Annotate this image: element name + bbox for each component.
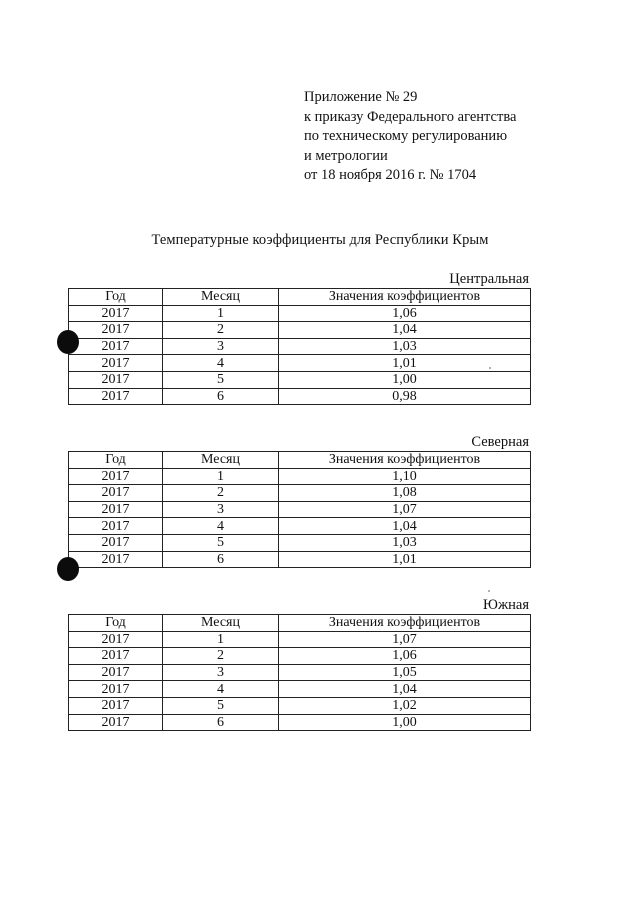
coefficients-table — [68, 288, 531, 405]
cell-year: 2017 — [69, 714, 163, 731]
coefficients-table — [68, 451, 531, 568]
cell-year: 2017 — [69, 697, 163, 714]
cell-value: 1,00 — [279, 714, 531, 731]
coefficients-table — [68, 614, 531, 731]
cell-year: 2017 — [69, 468, 163, 485]
appendix-order-line: к приказу Федерального агентства — [304, 108, 517, 125]
table-row — [69, 697, 531, 714]
header-month: Месяц — [163, 615, 279, 632]
cell-month: 1 — [163, 468, 279, 485]
table-header-row — [69, 615, 531, 632]
cell-value: 1,01 — [279, 551, 531, 568]
cell-year: 2017 — [69, 388, 163, 405]
punch-hole-mark — [57, 330, 79, 354]
header-value: Значения коэффициентов — [279, 452, 531, 469]
table-row — [69, 664, 531, 681]
table-row — [69, 681, 531, 698]
cell-year: 2017 — [69, 485, 163, 502]
table-row — [69, 631, 531, 648]
cell-month: 4 — [163, 355, 279, 372]
cell-value: 1,04 — [279, 322, 531, 339]
table-row — [69, 355, 531, 372]
region-north — [68, 434, 530, 568]
region-label: Центральная — [449, 271, 529, 287]
cell-value: 1,02 — [279, 697, 531, 714]
document-title: Температурные коэффициенты для Республики Крым — [151, 232, 489, 248]
appendix-block — [304, 88, 516, 186]
cell-year: 2017 — [69, 501, 163, 518]
cell-year: 2017 — [69, 371, 163, 388]
cell-month: 2 — [163, 485, 279, 502]
table-row — [69, 485, 531, 502]
table-header-row — [69, 289, 531, 306]
header-value: Значения коэффициентов — [279, 289, 531, 306]
cell-value: 1,03 — [279, 534, 531, 551]
table-row — [69, 534, 531, 551]
cell-year: 2017 — [69, 631, 163, 648]
cell-year: 2017 — [69, 322, 163, 339]
table-row — [69, 322, 531, 339]
region-label: Северная — [471, 434, 529, 450]
appendix-metrology-line: и метрологии — [304, 147, 388, 164]
cell-value: 1,07 — [279, 501, 531, 518]
appendix-date-line: от 18 ноября 2016 г. № 1704 — [304, 167, 477, 183]
header-month: Месяц — [163, 452, 279, 469]
table-row — [69, 305, 531, 322]
cell-value: 1,07 — [279, 631, 531, 648]
table-row — [69, 714, 531, 731]
cell-month: 2 — [163, 322, 279, 339]
cell-month: 4 — [163, 518, 279, 535]
cell-month: 3 — [163, 338, 279, 355]
cell-value: 1,05 — [279, 664, 531, 681]
region-south — [68, 597, 530, 731]
cell-month: 5 — [163, 534, 279, 551]
table-row — [69, 501, 531, 518]
table-row — [69, 468, 531, 485]
cell-value: 1,06 — [279, 305, 531, 322]
cell-value: 1,04 — [279, 518, 531, 535]
cell-value: 1,03 — [279, 338, 531, 355]
cell-year: 2017 — [69, 518, 163, 535]
cell-value: 1,08 — [279, 485, 531, 502]
cell-year: 2017 — [69, 338, 163, 355]
punch-hole-mark — [57, 557, 79, 581]
cell-month: 5 — [163, 371, 279, 388]
table-row — [69, 551, 531, 568]
cell-value: 0,98 — [279, 388, 531, 405]
cell-year: 2017 — [69, 664, 163, 681]
table-row — [69, 371, 531, 388]
header-value: Значения коэффициентов — [279, 615, 531, 632]
cell-value: 1,06 — [279, 648, 531, 665]
cell-value: 1,00 — [279, 371, 531, 388]
cell-year: 2017 — [69, 534, 163, 551]
appendix-agency-line: по техническому регулированию — [304, 128, 508, 144]
cell-year: 2017 — [69, 648, 163, 665]
header-year: Год — [69, 615, 163, 632]
cell-year: 2017 — [69, 681, 163, 698]
region-label: Южная — [483, 597, 529, 613]
cell-value: 1,01 — [279, 355, 531, 372]
cell-year: 2017 — [69, 551, 163, 568]
table-row — [69, 518, 531, 535]
region-central — [68, 271, 530, 405]
appendix-number: Приложение № 29 — [304, 89, 418, 105]
cell-year: 2017 — [69, 305, 163, 322]
cell-month: 1 — [163, 631, 279, 648]
cell-month: 2 — [163, 648, 279, 665]
header-year: Год — [69, 289, 163, 306]
cell-month: 6 — [163, 551, 279, 568]
cell-month: 3 — [163, 664, 279, 681]
table-header-row — [69, 452, 531, 469]
table-row — [69, 648, 531, 665]
cell-year: 2017 — [69, 355, 163, 372]
cell-month: 6 — [163, 714, 279, 731]
table-row — [69, 338, 531, 355]
cell-month: 4 — [163, 681, 279, 698]
cell-month: 5 — [163, 697, 279, 714]
cell-month: 1 — [163, 305, 279, 322]
header-month: Месяц — [163, 289, 279, 306]
cell-month: 6 — [163, 388, 279, 405]
cell-value: 1,10 — [279, 468, 531, 485]
scan-speck — [488, 590, 490, 592]
table-row — [69, 388, 531, 405]
cell-month: 3 — [163, 501, 279, 518]
scan-speck — [489, 367, 491, 369]
cell-value: 1,04 — [279, 681, 531, 698]
header-year: Год — [69, 452, 163, 469]
